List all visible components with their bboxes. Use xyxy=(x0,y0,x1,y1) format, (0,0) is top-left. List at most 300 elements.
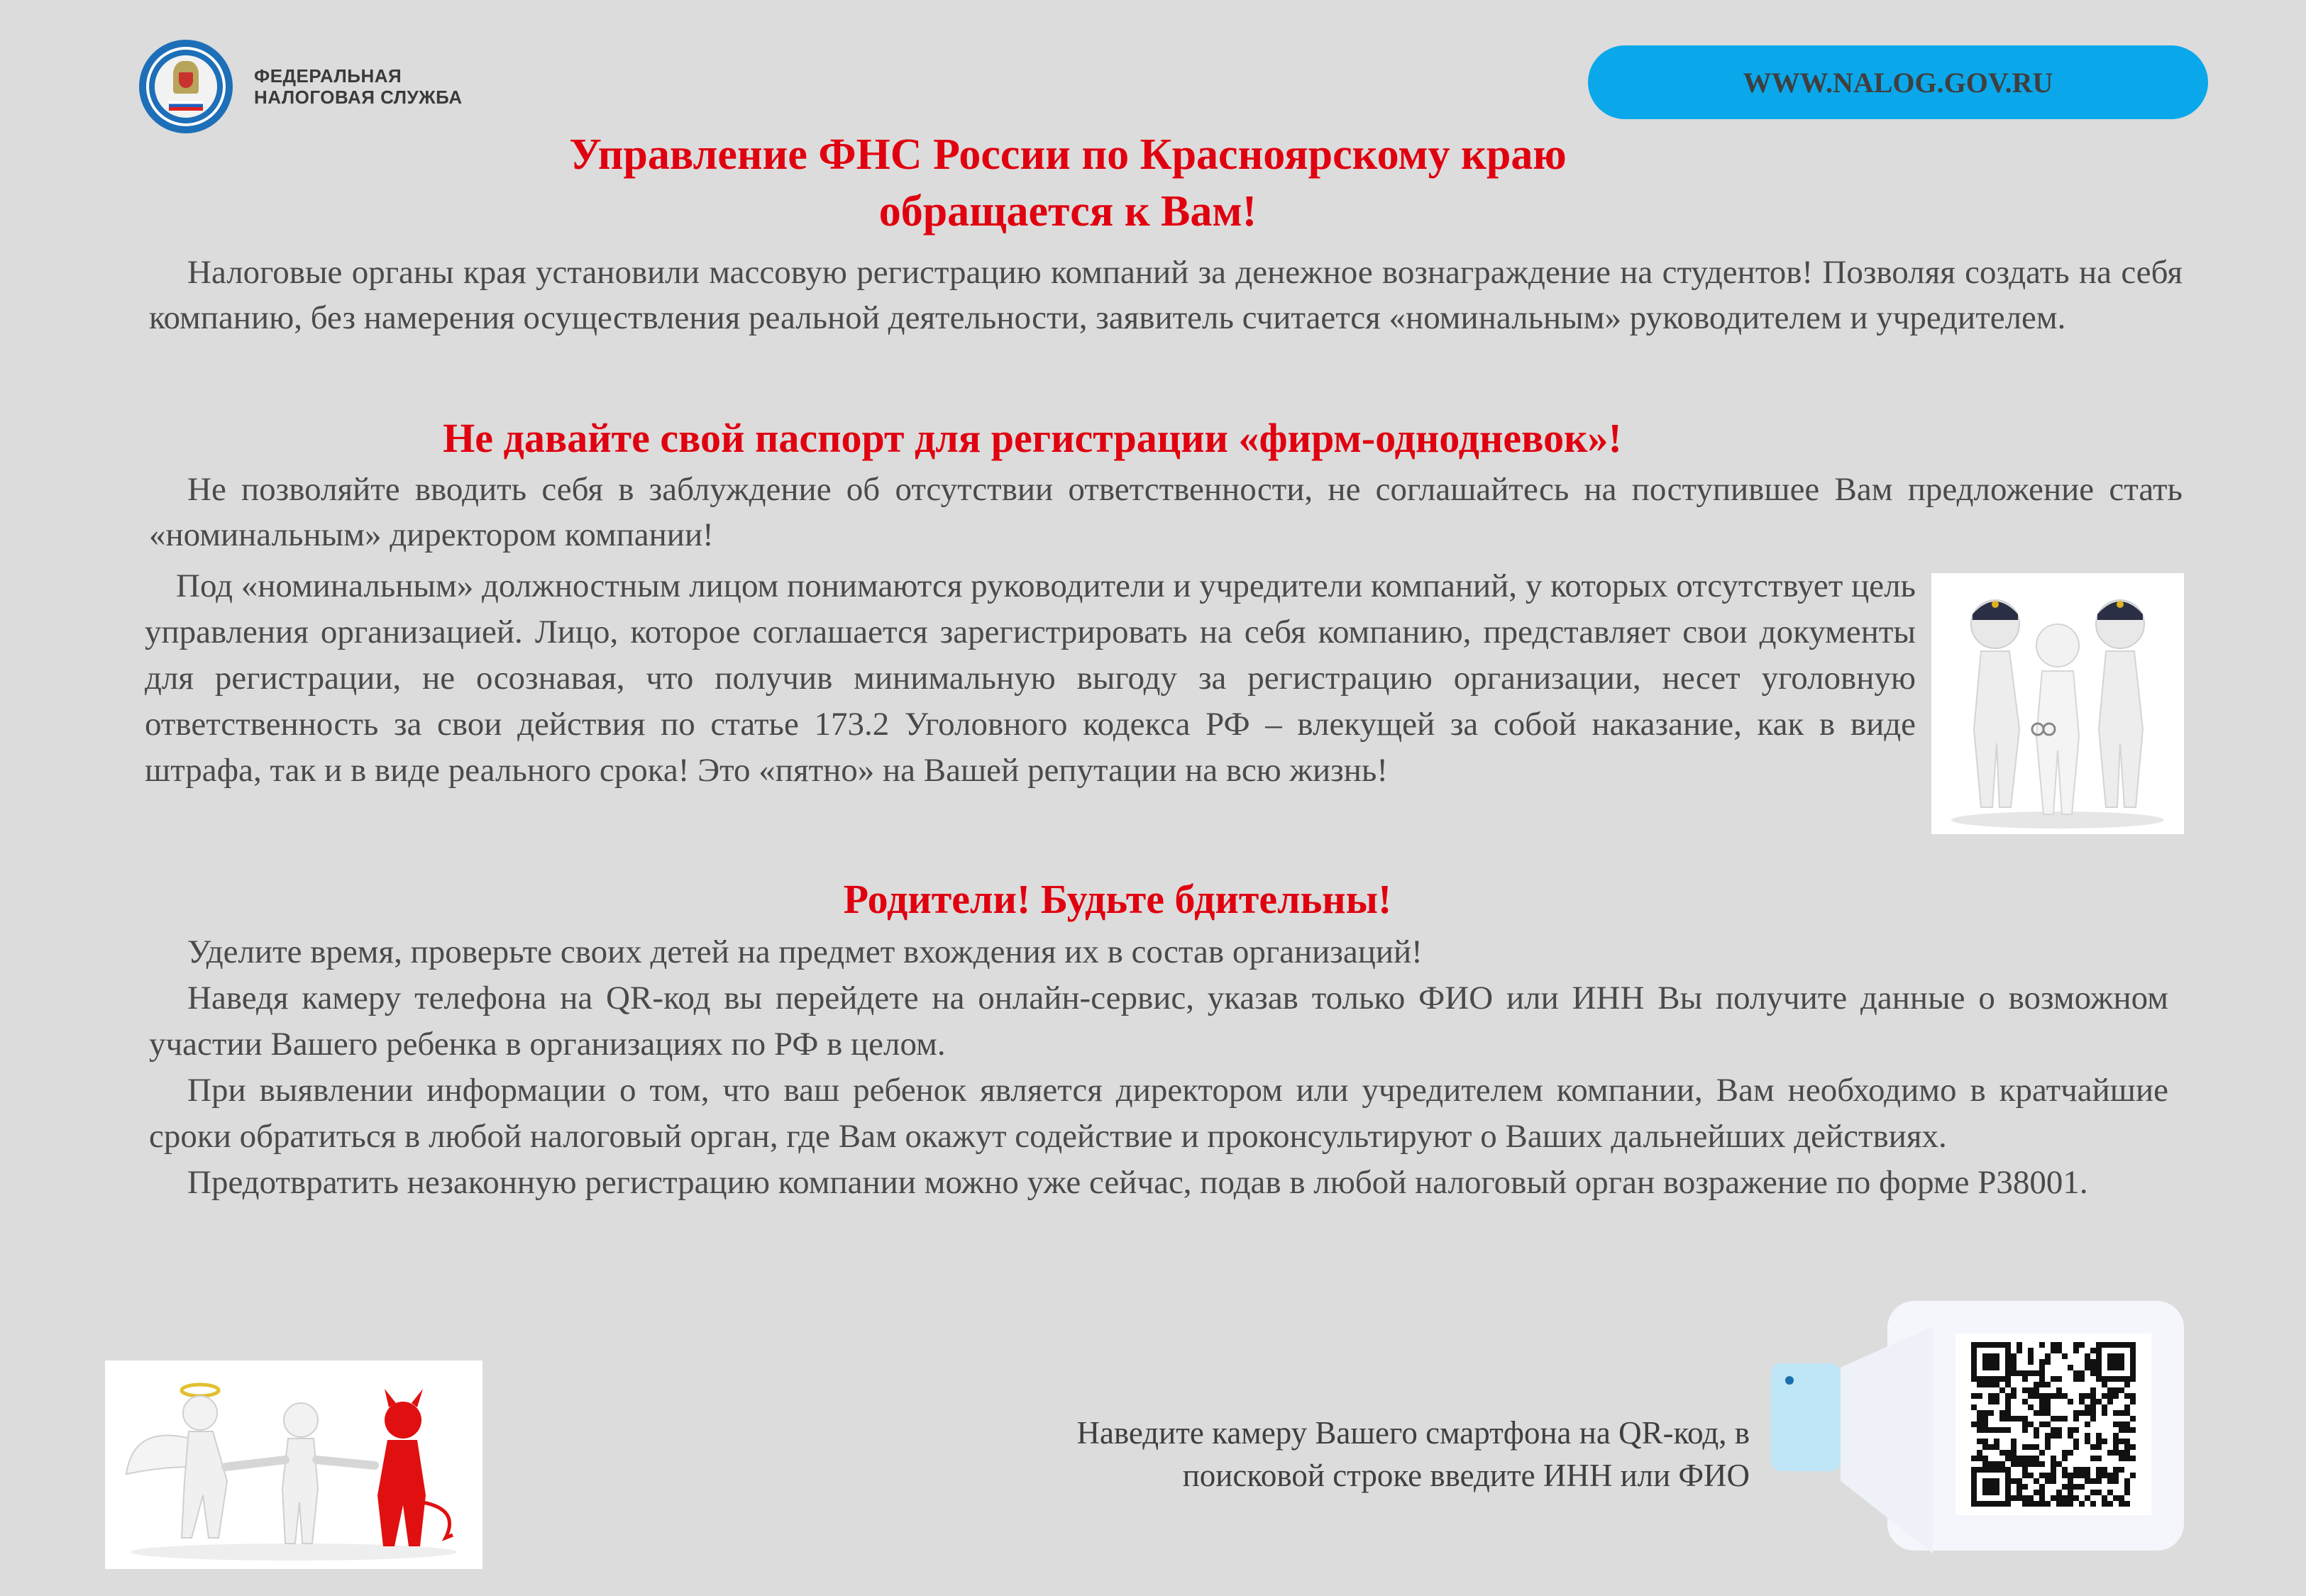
qr-module xyxy=(2034,1433,2039,1439)
qr-module xyxy=(2073,1484,2079,1490)
qr-module xyxy=(1982,1456,1988,1461)
parents-paragraph-4: Предотвратить незаконную регистрацию компании можно уже сейчас, подав в любой налоговый орган возражение по форме Р38001. xyxy=(187,1164,2088,1201)
qr-module xyxy=(2028,1370,2034,1376)
qr-module xyxy=(2039,1422,2045,1427)
qr-module xyxy=(2011,1416,2017,1422)
nominal-text: Под «номинальным» должностным лицом понимаются руководители и учредители компаний, у которых отсутствует цель управления организацией. Лицо, которое соглашается зарегистрировать на себя компанию, представляет свои документы для регистрации, не осознавая, что получив минимальную выгоду за регистрацию организации, несет уголовную ответственность за свои действия по статье 173.2 Уголовного кодекса РФ – влекущей за собой наказание, как в виде штрафа, так и в виде реального срока! Это «пятно» на Вашей репутации на всю жизнь! xyxy=(145,567,1916,789)
qr-module xyxy=(2056,1416,2062,1422)
qr-module xyxy=(2130,1427,2136,1433)
qr-module xyxy=(2039,1501,2045,1507)
qr-module xyxy=(2005,1393,2011,1399)
qr-module xyxy=(1982,1439,1988,1444)
qr-module xyxy=(1982,1427,1988,1433)
qr-module xyxy=(1999,1416,2005,1422)
qr-module xyxy=(2096,1478,2102,1484)
qr-module xyxy=(2011,1353,2017,1359)
qr-module xyxy=(2096,1473,2102,1478)
qr-module xyxy=(2056,1393,2062,1399)
qr-module xyxy=(2124,1393,2130,1399)
qr-module xyxy=(2085,1422,2090,1427)
qr-module xyxy=(2113,1444,2119,1450)
qr-module xyxy=(2034,1490,2039,1495)
qr-module xyxy=(2079,1410,2085,1416)
qr-module xyxy=(2107,1490,2113,1495)
parents-paragraph-2: Наведя камеру телефона на QR-код вы перейдете на онлайн-сервис, указав только ФИО или ИНН Вы получите данные о возможном участии Вашего ребенка в организациях по РФ в целом. xyxy=(149,980,2168,1063)
qr-module xyxy=(2051,1416,2056,1422)
qr-module xyxy=(2119,1410,2124,1416)
qr-code[interactable] xyxy=(1955,1334,2151,1515)
flag-icon xyxy=(169,101,203,111)
qr-module xyxy=(2062,1353,2068,1359)
qr-module xyxy=(2045,1433,2051,1439)
qr-module xyxy=(2056,1387,2062,1393)
qr-module xyxy=(2005,1410,2011,1416)
qr-module xyxy=(2056,1376,2062,1382)
qr-module xyxy=(1971,1393,1977,1399)
qr-module xyxy=(2028,1473,2034,1478)
qr-module xyxy=(2124,1490,2130,1495)
qr-module xyxy=(2045,1359,2051,1365)
qr-module xyxy=(2011,1456,2017,1461)
title-line-2: обращается к Вам! xyxy=(878,187,1257,235)
qr-module xyxy=(2045,1501,2051,1507)
qr-module xyxy=(2022,1495,2028,1501)
qr-module xyxy=(2079,1399,2085,1404)
qr-module xyxy=(2124,1444,2130,1450)
qr-module xyxy=(1999,1387,2005,1393)
qr-module xyxy=(2073,1439,2079,1444)
qr-module xyxy=(2085,1478,2090,1484)
qr-module xyxy=(2045,1478,2051,1484)
qr-module xyxy=(1982,1416,1988,1422)
qr-module xyxy=(2107,1450,2113,1456)
qr-module xyxy=(2034,1393,2039,1399)
qr-module xyxy=(2039,1404,2045,1410)
qr-module xyxy=(2022,1461,2028,1467)
qr-module xyxy=(2034,1370,2039,1376)
qr-module xyxy=(2107,1501,2113,1507)
qr-module xyxy=(2056,1342,2062,1348)
qr-module xyxy=(2017,1456,2022,1461)
qr-module xyxy=(2039,1473,2045,1478)
qr-module xyxy=(2062,1416,2068,1422)
qr-module xyxy=(2068,1433,2073,1439)
qr-module xyxy=(2073,1376,2079,1382)
camera-beam xyxy=(1841,1326,1933,1553)
qr-module xyxy=(2022,1456,2028,1461)
qr-module xyxy=(2045,1473,2051,1478)
qr-module xyxy=(2028,1359,2034,1365)
qr-module xyxy=(2124,1439,2130,1444)
qr-module xyxy=(2068,1427,2073,1433)
qr-module xyxy=(2068,1490,2073,1495)
qr-module xyxy=(2028,1404,2034,1410)
qr-module xyxy=(1988,1382,1994,1387)
qr-module xyxy=(1999,1461,2005,1467)
qr-module xyxy=(1971,1456,1977,1461)
qr-module xyxy=(2068,1473,2073,1478)
qr-module xyxy=(2051,1473,2056,1478)
qr-module xyxy=(2005,1382,2011,1387)
qr-module xyxy=(2022,1370,2028,1376)
qr-module xyxy=(2011,1359,2017,1365)
qr-module xyxy=(2079,1342,2085,1348)
qr-module xyxy=(1999,1427,2005,1433)
qr-module xyxy=(2113,1387,2119,1393)
qr-module xyxy=(1999,1410,2005,1416)
qr-module xyxy=(2045,1422,2051,1427)
qr-module xyxy=(2022,1501,2028,1507)
qr-module xyxy=(2011,1478,2017,1484)
qr-module xyxy=(2022,1444,2028,1450)
qr-module xyxy=(1994,1439,1999,1444)
qr-module xyxy=(2096,1433,2102,1439)
qr-module xyxy=(2051,1495,2056,1501)
qr-module xyxy=(1994,1393,1999,1399)
qr-module xyxy=(2090,1490,2096,1495)
qr-module xyxy=(1977,1393,1982,1399)
parents-paragraph-1: Уделите время, проверьте своих детей на предмет вхождения их в состав организаций! xyxy=(187,933,1423,970)
qr-module xyxy=(2039,1376,2045,1382)
qr-module xyxy=(2045,1399,2051,1404)
qr-module xyxy=(2073,1342,2079,1348)
qr-module xyxy=(2124,1478,2130,1484)
qr-module xyxy=(2034,1382,2039,1387)
qr-module xyxy=(2085,1473,2090,1478)
parents-section xyxy=(149,929,2168,1206)
qr-module xyxy=(1999,1450,2005,1456)
qr-module xyxy=(2045,1393,2051,1399)
qr-module xyxy=(2039,1461,2045,1467)
qr-module xyxy=(2107,1393,2113,1399)
qr-module xyxy=(2051,1376,2056,1382)
qr-module xyxy=(1977,1450,1982,1456)
qr-module xyxy=(2068,1501,2073,1507)
qr-module xyxy=(2011,1365,2017,1370)
qr-module xyxy=(2017,1461,2022,1467)
qr-module xyxy=(2062,1484,2068,1490)
qr-module xyxy=(2085,1433,2090,1439)
qr-module xyxy=(2005,1427,2011,1433)
qr-module xyxy=(1977,1410,1982,1416)
qr-module xyxy=(2079,1370,2085,1376)
qr-module xyxy=(2073,1444,2079,1450)
qr-module xyxy=(2005,1416,2011,1422)
qr-module xyxy=(2022,1467,2028,1473)
qr-module xyxy=(1988,1393,1994,1399)
qr-module xyxy=(2102,1410,2107,1416)
qr-module xyxy=(2085,1439,2090,1444)
qr-module xyxy=(2028,1387,2034,1393)
qr-module xyxy=(2130,1393,2136,1399)
qr-module xyxy=(1982,1410,1988,1416)
qr-module xyxy=(2107,1399,2113,1404)
qr-module xyxy=(2028,1348,2034,1353)
qr-module xyxy=(2107,1387,2113,1393)
qr-module xyxy=(2130,1416,2136,1422)
qr-module xyxy=(2119,1467,2124,1473)
page-title xyxy=(0,126,2221,240)
qr-module xyxy=(2085,1467,2090,1473)
camera-dot-icon xyxy=(1785,1376,1794,1385)
qr-module xyxy=(2113,1410,2119,1416)
logo-line-1: ФЕДЕРАЛЬНАЯ xyxy=(254,65,402,87)
qr-module xyxy=(2022,1399,2028,1404)
qr-module xyxy=(2034,1478,2039,1484)
qr-module xyxy=(2073,1410,2079,1416)
qr-module xyxy=(2051,1433,2056,1439)
qr-module xyxy=(2056,1490,2062,1495)
qr-module xyxy=(2113,1439,2119,1444)
qr-module xyxy=(2056,1495,2062,1501)
qr-module xyxy=(2090,1416,2096,1422)
qr-module xyxy=(2051,1467,2056,1473)
parents-heading: Родители! Будьте бдительны! xyxy=(843,876,1392,922)
qr-module xyxy=(2090,1410,2096,1416)
qr-module xyxy=(2045,1404,2051,1410)
qr-module xyxy=(2039,1399,2045,1404)
qr-module xyxy=(2039,1382,2045,1387)
qr-module xyxy=(2073,1495,2079,1501)
qr-module xyxy=(2011,1461,2017,1467)
qr-module xyxy=(2102,1501,2107,1507)
qr-module xyxy=(2085,1410,2090,1416)
qr-module xyxy=(2073,1416,2079,1422)
qr-module xyxy=(2056,1501,2062,1507)
qr-module xyxy=(2119,1439,2124,1444)
qr-module xyxy=(2039,1359,2045,1365)
qr-module xyxy=(2119,1387,2124,1393)
nominal-paragraph xyxy=(145,563,1916,794)
qr-module xyxy=(2034,1387,2039,1393)
qr-module xyxy=(2034,1410,2039,1416)
qr-module xyxy=(2039,1490,2045,1495)
qr-module xyxy=(2011,1393,2017,1399)
qr-module xyxy=(1988,1444,1994,1450)
qr-module xyxy=(2017,1342,2022,1348)
qr-module xyxy=(1994,1444,1999,1450)
qr-finder xyxy=(1982,1353,1999,1370)
qr-module xyxy=(2062,1450,2068,1456)
title-line-1: Управление ФНС России по Красноярскому краю xyxy=(569,131,1567,179)
qr-module xyxy=(2090,1456,2096,1461)
qr-module xyxy=(2073,1467,2079,1473)
qr-module xyxy=(2085,1365,2090,1370)
angel-devil-illustration xyxy=(105,1361,482,1569)
warning-heading: Не давайте свой паспорт для регистрации «фирм-однодневок»! xyxy=(443,415,1622,461)
qr-module xyxy=(2017,1495,2022,1501)
qr-module xyxy=(2102,1467,2107,1473)
qr-module xyxy=(2017,1478,2022,1484)
qr-module xyxy=(2085,1495,2090,1501)
qr-module xyxy=(2051,1348,2056,1353)
fns-logo xyxy=(139,40,233,133)
qr-module xyxy=(2090,1501,2096,1507)
warning-text: Не позволяйте вводить себя в заблуждение об отсутствии ответственности, не соглашайтесь на поступившее Вам предложение стать «номинальным» директором компании! xyxy=(149,471,2183,553)
parents-paragraph-3: При выявлении информации о том, что ваш ребенок является директором или учредителем компании, Вам необходимо в кратчайшие сроки обратиться в любой налоговый орган, где Вам окажут содействие и проконсультируют о Ваших дальнейших действиях. xyxy=(149,1072,2168,1155)
qr-module xyxy=(2085,1359,2090,1365)
qr-module xyxy=(2124,1410,2130,1416)
qr-module xyxy=(2113,1473,2119,1478)
shield-icon xyxy=(179,72,193,88)
qr-module xyxy=(2096,1490,2102,1495)
qr-module xyxy=(2017,1490,2022,1495)
qr-module xyxy=(2011,1439,2017,1444)
qr-module xyxy=(2028,1444,2034,1450)
qr-module xyxy=(2090,1478,2096,1484)
qr-module xyxy=(2011,1387,2017,1393)
qr-module xyxy=(2011,1444,2017,1450)
qr-module xyxy=(2039,1370,2045,1376)
qr-module xyxy=(2096,1399,2102,1404)
qr-module xyxy=(2068,1450,2073,1456)
qr-module xyxy=(2028,1461,2034,1467)
qr-module xyxy=(2068,1478,2073,1484)
qr-module xyxy=(2051,1427,2056,1433)
qr-module xyxy=(2011,1370,2017,1376)
qr-module xyxy=(1982,1422,1988,1427)
qr-module xyxy=(2130,1456,2136,1461)
qr-module xyxy=(2045,1382,2051,1387)
qr-module xyxy=(2096,1444,2102,1450)
logo-text xyxy=(254,65,463,108)
qr-module xyxy=(2107,1473,2113,1478)
qr-module xyxy=(1977,1422,1982,1427)
qr-module xyxy=(2124,1450,2130,1456)
qr-module xyxy=(2068,1365,2073,1370)
qr-module xyxy=(2056,1433,2062,1439)
qr-module xyxy=(2090,1370,2096,1376)
qr-module xyxy=(2090,1399,2096,1404)
qr-module xyxy=(1982,1444,1988,1450)
qr-module xyxy=(2113,1433,2119,1439)
qr-module xyxy=(2130,1444,2136,1450)
qr-module xyxy=(2011,1495,2017,1501)
qr-module xyxy=(2085,1404,2090,1410)
qr-module xyxy=(2051,1456,2056,1461)
qr-module xyxy=(2005,1399,2011,1404)
qr-module xyxy=(2113,1422,2119,1427)
qr-module xyxy=(2068,1495,2073,1501)
qr-module xyxy=(2096,1456,2102,1461)
qr-module xyxy=(1982,1382,1988,1387)
qr-module xyxy=(2022,1376,2028,1382)
qr-module xyxy=(2056,1427,2062,1433)
qr-module xyxy=(2017,1416,2022,1422)
qr-module xyxy=(2079,1393,2085,1399)
qr-finder xyxy=(2107,1353,2124,1370)
qr-module xyxy=(1988,1461,1994,1467)
qr-module xyxy=(2005,1450,2011,1456)
qr-module xyxy=(1994,1427,1999,1433)
qr-module xyxy=(2062,1456,2068,1461)
qr-module xyxy=(2090,1444,2096,1450)
qr-module xyxy=(1988,1399,1994,1404)
qr-module xyxy=(1994,1399,1999,1404)
qr-finder xyxy=(1982,1478,1999,1495)
qr-module xyxy=(2039,1495,2045,1501)
qr-module xyxy=(2028,1495,2034,1501)
qr-module xyxy=(2102,1473,2107,1478)
qr-module xyxy=(2124,1382,2130,1387)
qr-module xyxy=(2039,1450,2045,1456)
qr-module xyxy=(2119,1422,2124,1427)
qr-module xyxy=(2039,1365,2045,1370)
qr-module xyxy=(1977,1456,1982,1461)
qr-module xyxy=(2028,1353,2034,1359)
qr-module xyxy=(2051,1461,2056,1467)
qr-module xyxy=(2124,1422,2130,1427)
qr-module xyxy=(2022,1416,2028,1422)
qr-module xyxy=(2124,1404,2130,1410)
qr-module xyxy=(2062,1501,2068,1507)
qr-module xyxy=(2102,1495,2107,1501)
qr-caption: Наведите камеру Вашего смартфона на QR-код, в поисковой строке введите ИНН или ФИО xyxy=(1076,1415,1750,1493)
qr-module xyxy=(2056,1348,2062,1353)
qr-module xyxy=(1982,1461,1988,1467)
intro-text: Налоговые органы края установили массовую регистрацию компаний за денежное вознаграждение на студентов! Позволяя создать на себя компанию, без намерения осуществления реальной деятельности, заявитель считается «номинальным» руководителем и учредителем. xyxy=(149,254,2183,336)
qr-module xyxy=(2107,1478,2113,1484)
qr-module xyxy=(2017,1370,2022,1376)
qr-module xyxy=(2119,1450,2124,1456)
qr-module xyxy=(2062,1473,2068,1478)
qr-module xyxy=(2039,1484,2045,1490)
qr-module xyxy=(2068,1484,2073,1490)
qr-module xyxy=(2130,1473,2136,1478)
qr-module xyxy=(2034,1444,2039,1450)
intro-paragraph xyxy=(149,250,2183,340)
logo-line-2: НАЛОГОВАЯ СЛУЖБА xyxy=(254,87,463,108)
qr-module xyxy=(2113,1478,2119,1484)
qr-module xyxy=(2085,1353,2090,1359)
qr-module xyxy=(2039,1393,2045,1399)
qr-module xyxy=(2073,1473,2079,1478)
qr-module xyxy=(2090,1404,2096,1410)
qr-module xyxy=(2119,1495,2124,1501)
qr-module xyxy=(2017,1348,2022,1353)
qr-module xyxy=(2090,1387,2096,1393)
qr-module xyxy=(2045,1410,2051,1416)
qr-module xyxy=(2113,1393,2119,1399)
qr-module xyxy=(1988,1427,1994,1433)
qr-module xyxy=(2090,1365,2096,1370)
qr-module xyxy=(2079,1376,2085,1382)
qr-module xyxy=(2045,1444,2051,1450)
qr-module xyxy=(2079,1501,2085,1507)
qr-module xyxy=(2113,1450,2119,1456)
qr-module xyxy=(2062,1495,2068,1501)
qr-module xyxy=(2085,1393,2090,1399)
qr-module xyxy=(1971,1404,1977,1410)
qr-module xyxy=(2028,1393,2034,1399)
qr-module xyxy=(2056,1461,2062,1467)
website-link[interactable]: WWW.NALOG.GOV.RU xyxy=(1588,45,2208,119)
qr-module xyxy=(2017,1484,2022,1490)
qr-module xyxy=(2022,1387,2028,1393)
qr-module xyxy=(2130,1399,2136,1404)
qr-module xyxy=(2079,1467,2085,1473)
qr-module xyxy=(2051,1393,2056,1399)
qr-module xyxy=(2051,1478,2056,1484)
qr-module xyxy=(2102,1404,2107,1410)
qr-module xyxy=(2062,1393,2068,1399)
qr-module xyxy=(2045,1353,2051,1359)
qr-module xyxy=(2113,1467,2119,1473)
qr-module xyxy=(2034,1461,2039,1467)
qr-module xyxy=(2034,1427,2039,1433)
qr-module xyxy=(2062,1467,2068,1473)
qr-module xyxy=(2028,1422,2034,1427)
